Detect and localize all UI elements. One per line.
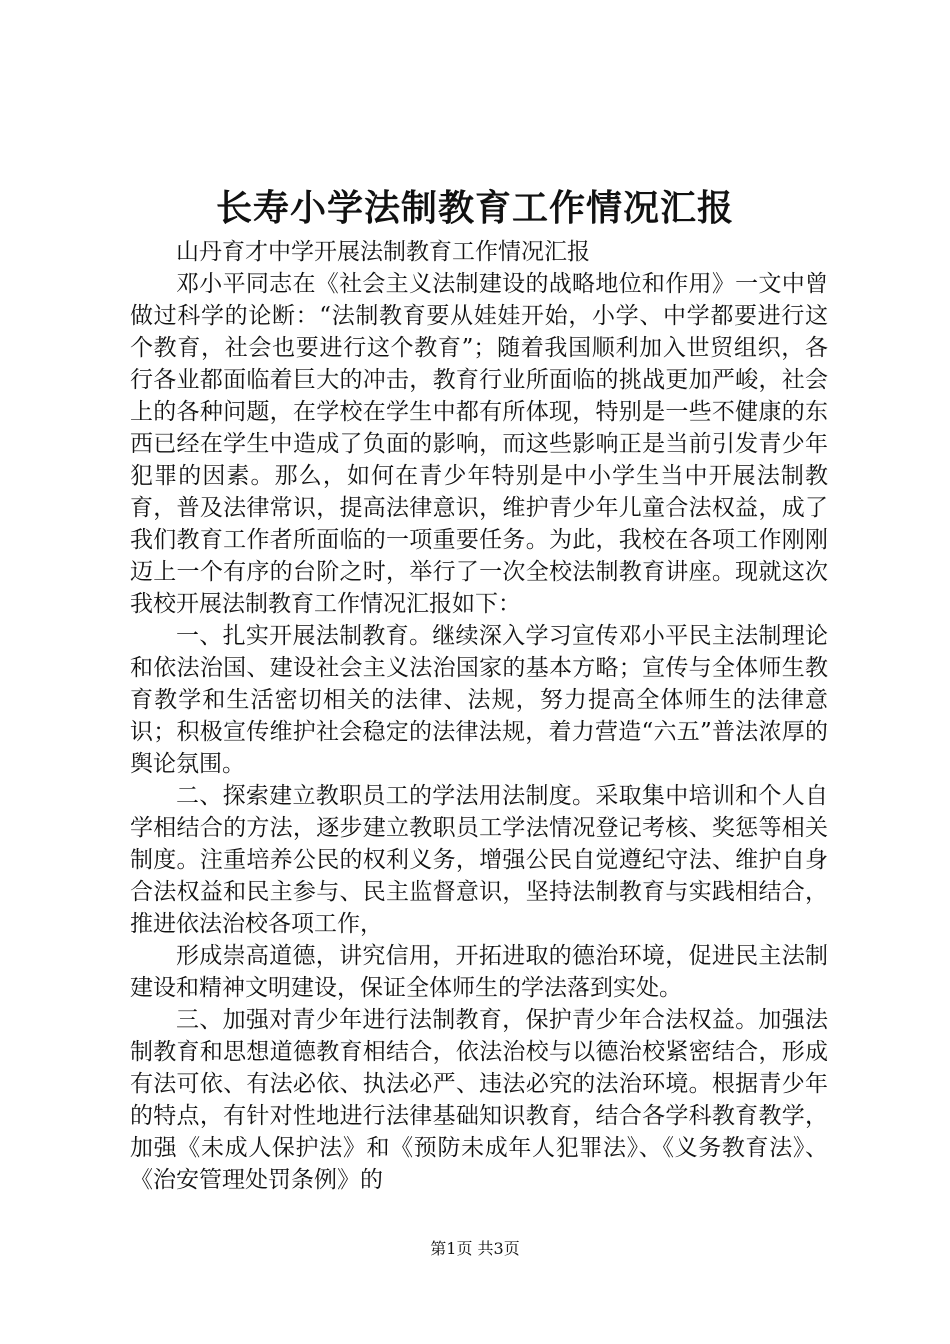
paragraph-section-2: 二、探索建立教职员工的学法用法制度。采取集中培训和个人自学相结合的方法，逐步建立教职员工学法情况登记考核、奖惩等相关制度。注重培养公民的权利义务，增强公民自觉遵纪守法、维护自身合法权益和民主参与、民主监督意识，坚持法制教育与实践相结合，推进依法治校各项工作，: [130, 783, 828, 937]
paragraph-section-3: 三、加强对青少年进行法制教育，保护青少年合法权益。加强法制教育和思想道德教育相结合，依法治校与以德治校紧密结合，形成有法可依、有法必依、执法必严、违法必究的法治环境。根据青少年的特点，有针对性地进行法律基础知识教育，结合各学科教育教学，加强《未成人保护法》和《预防未成年人犯罪法》、《义务教育法》、《治安管理处罚条例》的: [130, 1007, 828, 1193]
document-body: [130, 236, 828, 1196]
paragraph-intro: 邓小平同志在《社会主义法制建设的战略地位和作用》一文中曾做过科学的论断：“法制教育要从娃娃开始，小学、中学都要进行这个教育，社会也要进行这个教育”；随着我国顺利加入世贸组织，各行各业都面临着巨大的冲击，教育行业所面临的挑战更加严峻，社会上的各种问题，在学校在学生中都有所体现，特别是一些不健康的东西已经在学生中造成了负面的影响，而这些影响正是当前引发青少年犯罪的因素。那么，如何在青少年特别是中小学生当中开展法制教育，普及法律常识，提高法律意识，维护青少年儿童合法权益，成了我们教育工作者所面临的一项重要任务。为此，我校在各项工作刚刚迈上一个有序的台阶之时，举行了一次全校法制教育讲座。现就这次我校开展法制教育工作情况汇报如下：: [130, 271, 828, 617]
paragraph-section-2-continued: 形成崇高道德，讲究信用，开拓进取的德治环境，促进民主法制建设和精神文明建设，保证全体师生的学法落到实处。: [130, 943, 828, 1001]
page-number-footer: 第1页 共3页: [430, 1239, 520, 1258]
document-title: 长寿小学法制教育工作情况汇报: [215, 187, 734, 229]
paragraph-section-1: 一、扎实开展法制教育。继续深入学习宣传邓小平民主法制理论和依法治国、建设社会主义法治国家的基本方略；宣传与全体师生教育教学和生活密切相关的法律、法规，努力提高全体师生的法律意识；积极宣传维护社会稳定的法律法规，着力营造“六五”普法浓厚的舆论氛围。: [130, 623, 828, 777]
paragraph-subtitle: 山丹育才中学开展法制教育工作情况汇报: [176, 239, 590, 265]
